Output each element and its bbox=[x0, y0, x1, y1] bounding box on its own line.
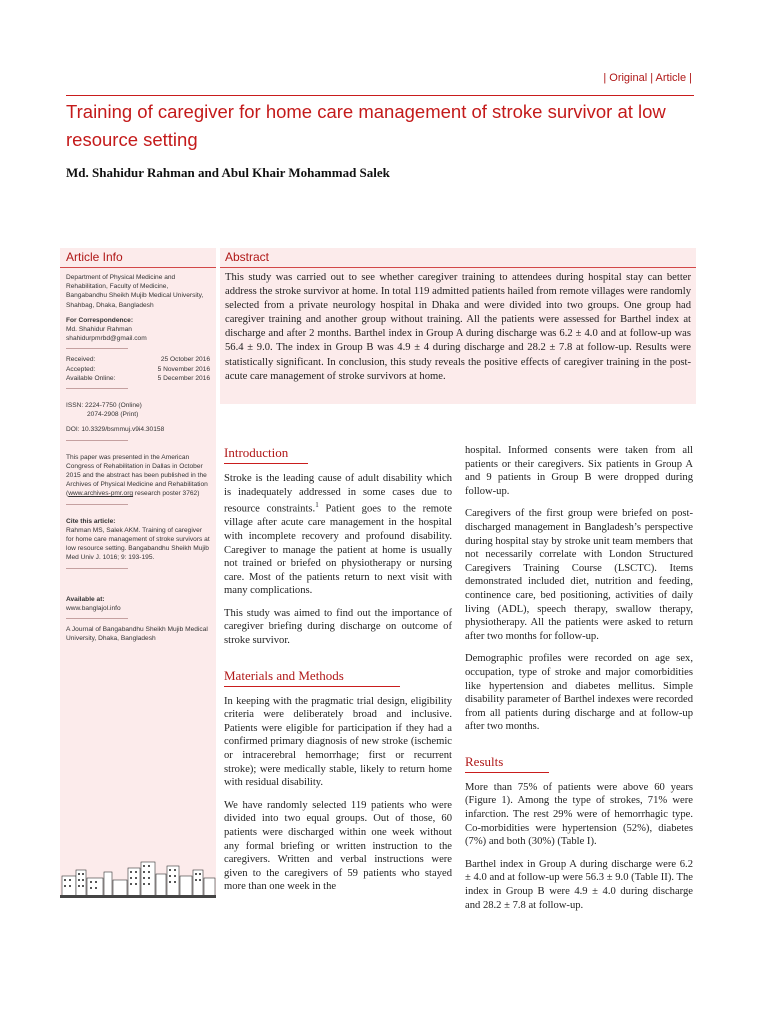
correspondence-label: For Correspondence: bbox=[66, 316, 134, 324]
date-accepted: Accepted: 5 November 2016 bbox=[66, 365, 210, 373]
abstract-text: This study was carried out to see whether caregiver training to attendees during hospital stay can better address the stroke survivor at home. In total 119 admitted patients hailed from remote villages were randomly selected from a private neurology hospital in Dhaka and were divided into two groups. One group had caregiver training and another group without training. All the patients were assessed for Barthel index at discharge and after 2 months. Barthel index in Group A during discharge was 6.2 ± 4.0 and at follow-up was 56.4 ± 9.0. The index in Group B was 4.9 ± 4 during discharge and 28.2 ± 7.8 at follow-up. Results were statistically significant. In conclusion, this study reveals the positive effects of caregiver training in the post-acute care management of stroke survivors at home. bbox=[225, 272, 691, 382]
citation-text: Rahman MS, Salek AKM. Training of caregiver for home care management of stroke survivors at low resource setting. Bangabandhu Sheikh Mujib Med Univ J. 1016; 9: 193-195. bbox=[66, 526, 210, 562]
introduction-heading: Introduction bbox=[224, 444, 452, 464]
correspondence-name: Md. Shahidur Rahman bbox=[66, 326, 132, 334]
author-list: Md. Shahidur Rahman and Abul Khair Mohammad Salek bbox=[66, 165, 390, 180]
methods-heading: Materials and Methods bbox=[224, 667, 452, 687]
methods-paragraph: Demographic profiles were recorded on age sex, occupation, type of stroke and major comorbidities like hypertension and diabetes mellitus. Simple disability parameter of Barthel indexes were recorded from all patients during discharge and at follow-up after two months. bbox=[465, 653, 693, 733]
available-label: Available at: bbox=[66, 595, 105, 603]
divider bbox=[66, 568, 128, 569]
journal-name: A Journal of Bangabandhu Sheikh Mujib Medical University, Dhaka, Bangladesh bbox=[66, 626, 208, 643]
article-type-label: | Original | Article | bbox=[603, 72, 692, 84]
introduction-paragraph: Stroke is the leading cause of adult disability which is inadequately addressed in some cases due to resource constraints.$^1$ Patient goes to the remote village after acute care management in the hospital with incomplete recovery and profound disability. Caregiver to manage the patient at home is usually not trained or briefed on physiotherapy or nursing care. Most of the patients return to next visit with many complications. bbox=[224, 473, 452, 597]
methods-paragraph: In keeping with the pragmatic trial design, eligibility criteria were deliberately broad and inclusive. Patients were eligible for participation if they had a confirmed primary diagnosis of new stroke (ischemic or intracerebral hemorrhage; first or recurrent stroke); were medically stable, likely to return home with residual disability. bbox=[224, 695, 452, 789]
introduction-paragraph: This study was aimed to find out the importance of caregiver briefing during discharge on outcome of stroke survivor. bbox=[224, 607, 452, 647]
abstract-panel bbox=[220, 248, 696, 404]
article-info-panel bbox=[60, 248, 216, 896]
correspondence-email[interactable]: shahidurpmrbd@gmail.com bbox=[66, 335, 147, 343]
article-info-heading: Article Info bbox=[60, 248, 216, 268]
methods-paragraph: Caregivers of the first group were briefed on post-discharged management in Bangladesh’s perspective during hospital stay by stroke unit team members that not necessarily correlate with London Structured Caregivers Training Course (LSCTC). Items demonstrated included diet, nutrition and feeding, continence care, bed positioning, activities of daily living (ADL), speech therapy, swallow therapy, physiotherapy. All the patients were asked to return after two months for follow-up. bbox=[465, 508, 693, 642]
available-url[interactable]: www.banglajol.info bbox=[66, 604, 121, 612]
divider bbox=[66, 388, 128, 389]
results-heading: Results bbox=[465, 753, 693, 773]
archives-pmr-link[interactable]: www.archives-pmr.org bbox=[68, 490, 134, 498]
issn-print: 2074-2908 (Print) bbox=[87, 411, 139, 419]
divider bbox=[66, 440, 128, 441]
divider bbox=[66, 348, 128, 349]
results-paragraph: Barthel index in Group A during discharge were 6.2 ± 4.0 and at follow-up were 56.3 ± 9.0 (Table II). The index in Group B were 4.9 ± 4.0 during discharge and 28.2 ± 7.8 at follow-up. bbox=[465, 858, 693, 911]
abstract-heading: Abstract bbox=[220, 248, 696, 268]
affiliation: Department of Physical Medicine and Rehabilitation, Faculty of Medicine, Bangabandhu Sheikh Mujib Medical University, Shahbag, Dhaka, Bangladesh bbox=[66, 274, 204, 309]
methods-paragraph: We have randomly selected 119 patients who were divided into two equal groups. Out of those, 60 patients were discharged within one week without any formal briefing or written instruction to the caregivers. Written and verbal instructions were given to the caregivers of 59 patients who stayed more than one week in the bbox=[224, 799, 452, 893]
doi[interactable]: DOI: 10.3329/bsmmuj.v9i4.30158 bbox=[66, 426, 165, 434]
body-column-left bbox=[224, 444, 452, 903]
divider bbox=[66, 618, 128, 619]
cite-label: Cite this article: bbox=[66, 517, 116, 525]
date-available-online: Available Online: 5 December 2016 bbox=[66, 374, 210, 382]
body-column-right bbox=[465, 444, 693, 921]
city-skyline-illustration bbox=[60, 858, 216, 898]
article-title: Training of caregiver for home care management of stroke survivor at low resource setting bbox=[66, 101, 666, 150]
header-rule bbox=[66, 95, 694, 96]
date-received: Received: 25 October 2016 bbox=[66, 356, 210, 364]
methods-paragraph: hospital. Informed consents were taken from all patients or their caregivers. Six patients in Group A and 9 patients in Group B were dropped during follow-up. bbox=[465, 445, 693, 497]
citation-superscript: 1 bbox=[315, 501, 319, 510]
issn-online: ISSN: 2224-7750 (Online) bbox=[66, 402, 142, 410]
divider bbox=[66, 504, 128, 505]
results-paragraph: More than 75% of patients were above 60 years (Figure 1). Among the type of strokes, 71% were infarction. The rest 29% were of hemorrhagic type. Co-morbidities were hypertension (52%), diabetes (7%) and both (30%) (Table I). bbox=[465, 781, 693, 848]
presentation-note: This paper was presented in the American Congress of Rehabilitation in Dallas in October 2015 and the abstract has been published in the Archives of Physical Medicine and Rehabilitation (www.archives-pmr.org research poster 3762) bbox=[66, 453, 208, 498]
